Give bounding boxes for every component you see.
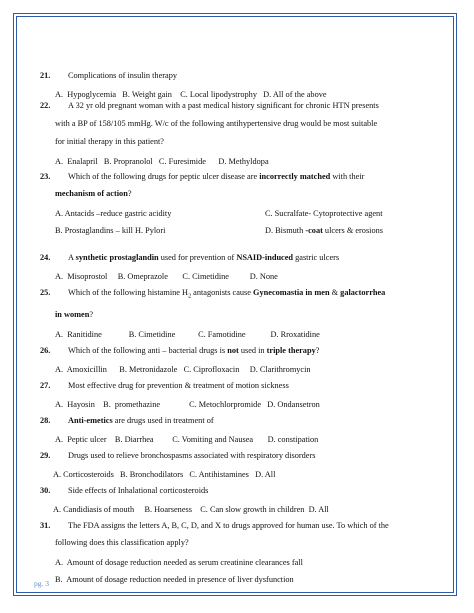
question-number: 23. — [40, 172, 51, 181]
question-30 — [40, 485, 445, 496]
question-options: A. Corticosteroids B. Bronchodilators C. Antihistamines D. All — [53, 469, 276, 479]
question-options — [40, 208, 445, 219]
question-29 — [40, 450, 445, 461]
question-options: A. Ranitidine B. Cimetidine C. Famotidine D. Rroxatidine — [55, 329, 320, 339]
question-text: Anti-emetics are drugs used in treatment of — [68, 415, 214, 425]
question-list — [40, 70, 445, 585]
question-text: A 32 yr old pregnant woman with a past medical history significant for chronic HTN presents — [68, 101, 379, 110]
question-text-continued: for initial therapy in this patient? — [55, 137, 164, 146]
question-number: 25. — [40, 288, 51, 297]
question-text: A synthetic prostaglandin used for prevention of NSAID-induced gastric ulcers — [68, 253, 340, 262]
question-text: Most effective drug for prevention & treatment of motion sickness — [68, 380, 289, 390]
question-text: The FDA assigns the letters A, B, C, D, and X to drugs approved for human use. To which of the — [68, 520, 389, 530]
question-options: A. Enalapril B. Propranolol C. Furesimide D. Methyldopa — [55, 157, 269, 166]
question-text-continued: in women? — [55, 309, 94, 319]
question-number: 29. — [40, 450, 51, 460]
question-options — [40, 225, 445, 236]
question-text: Which of the following drugs for peptic ulcer disease are incorrectly matched with their — [68, 172, 365, 181]
option-d: D. Bismuth -coat ulcers & erosions — [265, 226, 383, 235]
question-text-continued: following does this classification apply? — [55, 537, 189, 547]
question-number: 30. — [40, 485, 51, 495]
question-text: Side effects of Inhalational corticosteroids — [68, 485, 209, 495]
question-options: A. Hayosin B. promethazine C. Metochlorpromide D. Ondansetron — [55, 399, 320, 409]
question-number: 24. — [40, 253, 51, 262]
question-31 — [40, 520, 445, 531]
question-number: 22. — [40, 101, 51, 110]
question-number: 28. — [40, 415, 51, 425]
option-b: B. Amount of dosage reduction needed in presence of liver dysfunction — [55, 574, 294, 584]
question-number: 27. — [40, 380, 51, 390]
question-27 — [40, 380, 445, 391]
question-text-continued: with a BP of 158/105 mmHg. W/c of the following antihypertensive drug would be most suitable — [55, 119, 378, 128]
question-25 — [40, 287, 445, 303]
page-number: pg. 3 — [34, 579, 49, 588]
question-options: A. Peptic ulcer B. Diarrhea C. Vomiting and Nausea D. constipation — [55, 434, 319, 444]
question-text: Drugs used to relieve bronchospasms associated with respiratory disorders — [68, 450, 316, 460]
question-text: Complications of insulin therapy — [68, 71, 177, 80]
question-options: A. Misoprostol B. Omeprazole C. Cimetidine D. None — [55, 272, 278, 281]
option-a: A. Amount of dosage reduction needed as serum creatinine clearances fall — [55, 557, 303, 567]
question-text: Which of the following anti – bacterial drugs is not used in triple therapy? — [68, 345, 320, 355]
question-28 — [40, 415, 445, 426]
question-24 — [40, 252, 445, 263]
question-number: 26. — [40, 345, 51, 355]
question-text: Which of the following histamine $H_2$ antagonists cause Gynecomastia in men & galactorrhea — [68, 288, 386, 300]
question-21 — [40, 70, 445, 81]
question-number: 31. — [40, 520, 51, 530]
question-text-continued: mechanism of action? — [55, 189, 132, 198]
question-22 — [40, 100, 445, 111]
question-options: A. Hypoglycemia B. Weight gain C. Local lipodystrophy D. All of the above — [55, 90, 327, 99]
question-options: A. Candidiasis of mouth B. Hoarseness C. Can slow growth in children D. All — [53, 504, 329, 514]
option-c: C. Sucralfate- Cytoprotective agent — [265, 209, 383, 218]
question-number: 21. — [40, 71, 51, 80]
question-options: A. Amoxicillin B. Metronidazole C. Ciprofloxacin D. Clarithromycin — [55, 364, 311, 374]
option-a: A. Antacids –reduce gastric acidity — [55, 209, 172, 218]
question-26 — [40, 345, 445, 356]
question-23 — [40, 171, 445, 182]
option-b: B. Prostaglandins – kill H. Pylori — [55, 226, 166, 235]
